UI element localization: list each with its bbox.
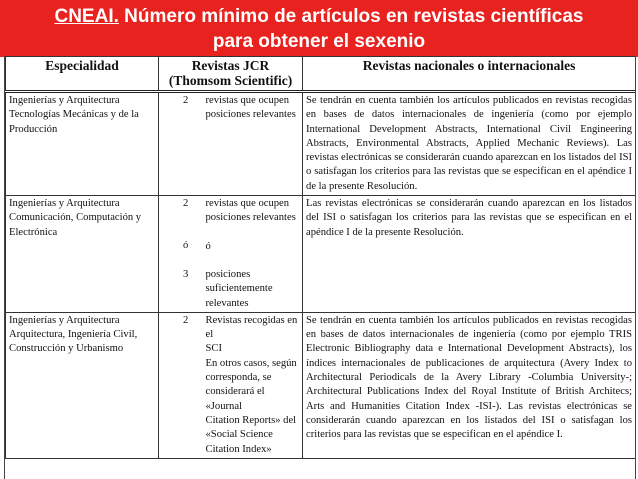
especialidad-line: Construcción y Urbanismo xyxy=(9,343,124,355)
table-row xyxy=(6,196,636,313)
jcr-cell xyxy=(203,312,303,458)
title-line2: para obtener el sexenio xyxy=(212,31,426,52)
especialidad-line: Arquitectura, Ingeniería Civil, xyxy=(9,329,138,341)
num-value: 2 xyxy=(183,198,189,210)
jcr-line: relevantes xyxy=(205,297,249,309)
especialidad-line: Ingenierías y Arquitectura xyxy=(9,95,120,106)
jcr-line: Citation Index» xyxy=(205,443,272,455)
jcr-line: SCI xyxy=(205,343,222,355)
num-value: 2 xyxy=(183,314,189,326)
jcr-line: revistas que ocupen xyxy=(205,95,290,106)
jcr-line: posiciones relevantes xyxy=(205,212,296,224)
title-line1: Número mínimo de artículos en revistas científicas xyxy=(118,6,584,27)
header-nacionales: Revistas nacionales o internacionales xyxy=(303,57,636,92)
table-row xyxy=(6,312,636,458)
num-articulos-cell xyxy=(159,196,203,313)
jcr-line: posiciones relevantes xyxy=(205,109,296,121)
jcr-line: suficientemente xyxy=(205,283,273,295)
header-jcr xyxy=(159,57,303,92)
title-acronym: CNEAI. xyxy=(54,6,119,27)
criteria-table xyxy=(5,56,636,459)
table-row xyxy=(6,92,636,196)
nacionales-cell: Las revistas electrónicas se considerarán cuando aparezcan en los listados del ISI o satisfagan los criterios para las revistas que se especifican en el apéndice I de la presente Resolución. xyxy=(303,196,636,313)
header-jcr-line2: (Thomsom Scientific) xyxy=(168,73,293,88)
criteria-table-container xyxy=(4,56,636,479)
especialidad-line: Electrónica xyxy=(9,226,58,238)
num-value: ó xyxy=(183,240,189,252)
especialidad-line: Tecnologías Mecánicas y de la xyxy=(9,109,139,121)
especialidad-line: Ingenierías y Arquitectura xyxy=(9,198,120,210)
jcr-line: considerará el «Journal xyxy=(205,386,265,412)
jcr-cell xyxy=(203,92,303,196)
especialidad-line: Comunicación, Computación y xyxy=(9,212,142,224)
jcr-line: Revistas recogidas en el xyxy=(205,314,298,341)
especialidad-line: Producción xyxy=(9,123,58,135)
jcr-line: posiciones xyxy=(205,268,251,280)
nacionales-cell: Se tendrán en cuenta también los artículos publicados en revistas recogidas en bases de datos internacionales de ingeniería (como por ejemplo International Development Abstracts, International Civil Engineering Abstracts, Environmental Abstracts, Applied Mechanic Reviews). Las revistas electrónicas se considerarán cuando aparezcan en los listados del ISI o satisfagan los criterios para las revistas que se especifican en el apéndice I de la presente Resolución. xyxy=(303,92,636,196)
jcr-line: Citation Reports» del xyxy=(205,414,297,426)
especialidad-cell xyxy=(6,92,159,196)
num-value: 2 xyxy=(183,95,189,106)
num-articulos-cell xyxy=(159,312,203,458)
jcr-line: revistas que ocupen xyxy=(205,198,290,210)
jcr-line: En otros casos, según xyxy=(205,357,297,369)
header-especialidad: Especialidad xyxy=(6,57,159,92)
jcr-line: ó xyxy=(205,240,211,252)
num-value: 3 xyxy=(183,268,189,280)
table-header-row xyxy=(6,57,636,92)
jcr-line: «Social Science xyxy=(205,429,273,441)
nacionales-cell: Se tendrán en cuenta también los artículos publicados en revistas recogidas en bases de datos internacionales de ingeniería (como por ejemplo TRIS Electronic Bibliography data e International Development Abstracts), los índices internacionales de publicaciones de arquitectura (Avery Index to Architectural Periodicals de la Avery Library -Columbia University-; Architectural Publications Index del Royal Institute of British Architecs; Arts and Humanities Citation Index -ISI-). Las revistas electrónicas se considerarán cuando aparezcan en los listados del ISI o satisfagan los criterios para las revistas que se especifican en el apéndice I. xyxy=(303,312,636,458)
jcr-line: corresponda, se xyxy=(205,372,272,384)
especialidad-cell xyxy=(6,312,159,458)
jcr-cell xyxy=(203,196,303,313)
header-jcr-line1: Revistas JCR xyxy=(191,58,270,73)
slide-title xyxy=(0,0,638,57)
especialidad-line: Ingenierías y Arquitectura xyxy=(9,314,120,326)
especialidad-cell xyxy=(6,196,159,313)
num-articulos-cell xyxy=(159,92,203,196)
